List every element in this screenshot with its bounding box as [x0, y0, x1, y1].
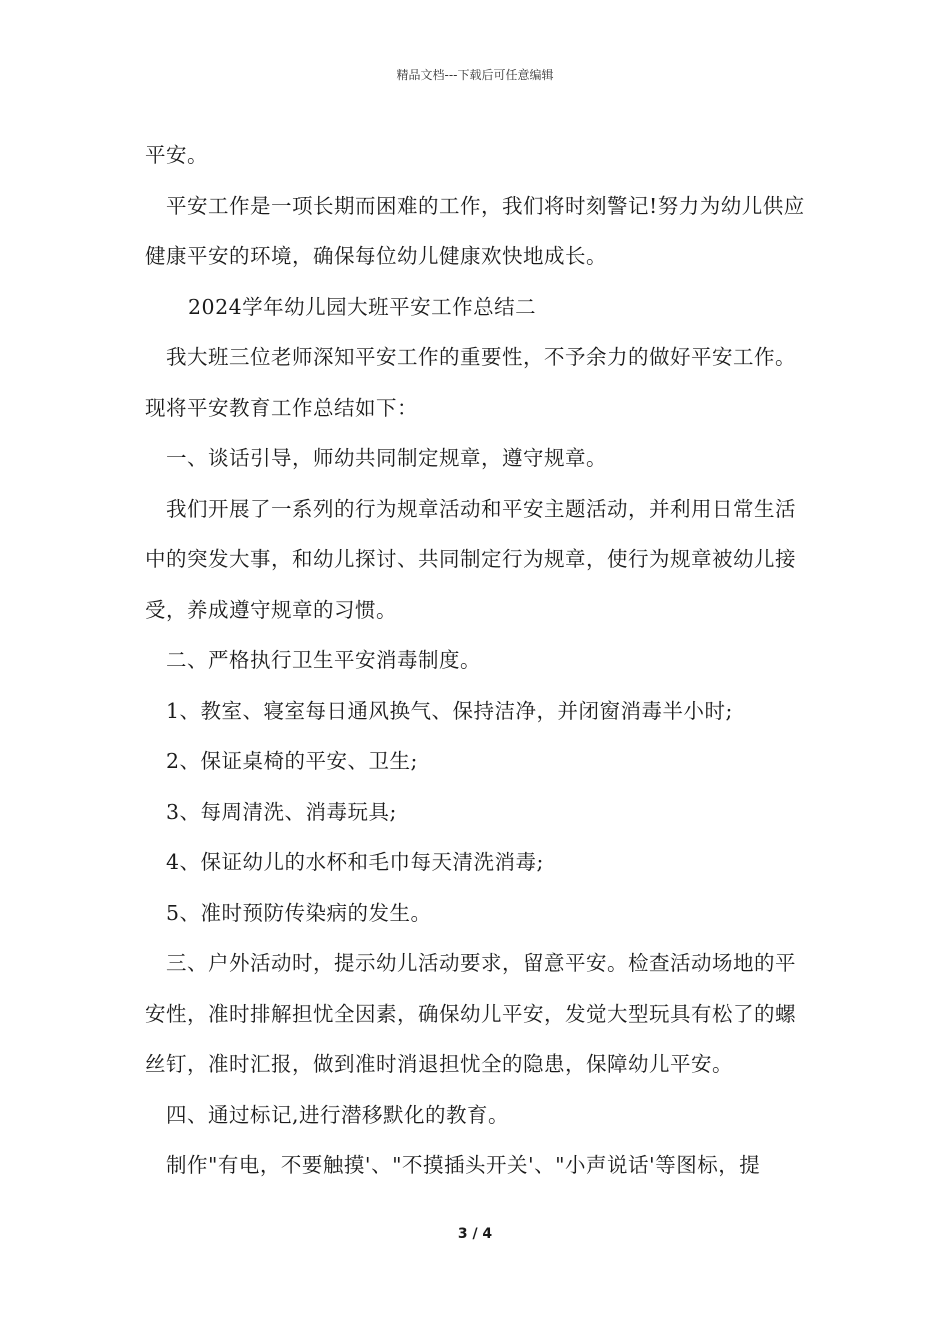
list-item: 4、保证幼儿的水杯和毛巾每天清洗消毒;	[166, 850, 544, 874]
list-item: 3、每周清洗、消毒玩具;	[166, 799, 397, 824]
list-item: 5、准时预防传染病的发生。	[166, 900, 432, 925]
paragraph: 制作"有电，不要触摸'、"不摸插头开关'、"小声说话'等图标，提	[166, 1153, 761, 1177]
paragraph: 平安。	[145, 143, 208, 167]
paragraph: 三、户外活动时，提示幼儿活动要求，留意平安。检查活动场地的平安性，准时排解担忧全因素，确保幼儿平安，发觉大型玩具有松了的螺丝钉，准时汇报，做到准时消退担忧全的隐患，保障幼儿平安。	[145, 951, 796, 1076]
section-heading: 二、严格执行卫生平安消毒制度。	[166, 648, 481, 672]
paragraph: 我们开展了一系列的行为规章活动和平安主题活动，并利用日常生活中的突发大事，和幼儿探讨、共同制定行为规章，使行为规章被幼儿接受，养成遵守规章的习惯。	[145, 496, 796, 622]
page-header: 精品文档---下载后可任意编辑	[396, 68, 554, 82]
document-body	[145, 130, 810, 1191]
section-heading: 一、谈话引导，师幼共同制定规章，遵守规章。	[166, 446, 607, 470]
list-item: 2、保证桌椅的平安、卫生;	[166, 749, 418, 773]
page-number: 3 / 4	[457, 1226, 493, 1242]
list-item: 1、教室、寝室每日通风换气、保持洁净，并闭窗消毒半小时;	[166, 698, 733, 723]
paragraph: 我大班三位老师深知平安工作的重要性，不予余力的做好平安工作。现将平安教育工作总结如下：	[145, 345, 796, 420]
section-heading: 四、通过标记,进行潜移默化的教育。	[166, 1102, 510, 1127]
section-title: 2024学年幼儿园大班平安工作总结二	[188, 294, 537, 319]
paragraph: 平安工作是一项长期而困难的工作，我们将时刻警记!努力为幼儿供应健康平安的环境，确保每位幼儿健康欢快地成长。	[145, 193, 805, 268]
